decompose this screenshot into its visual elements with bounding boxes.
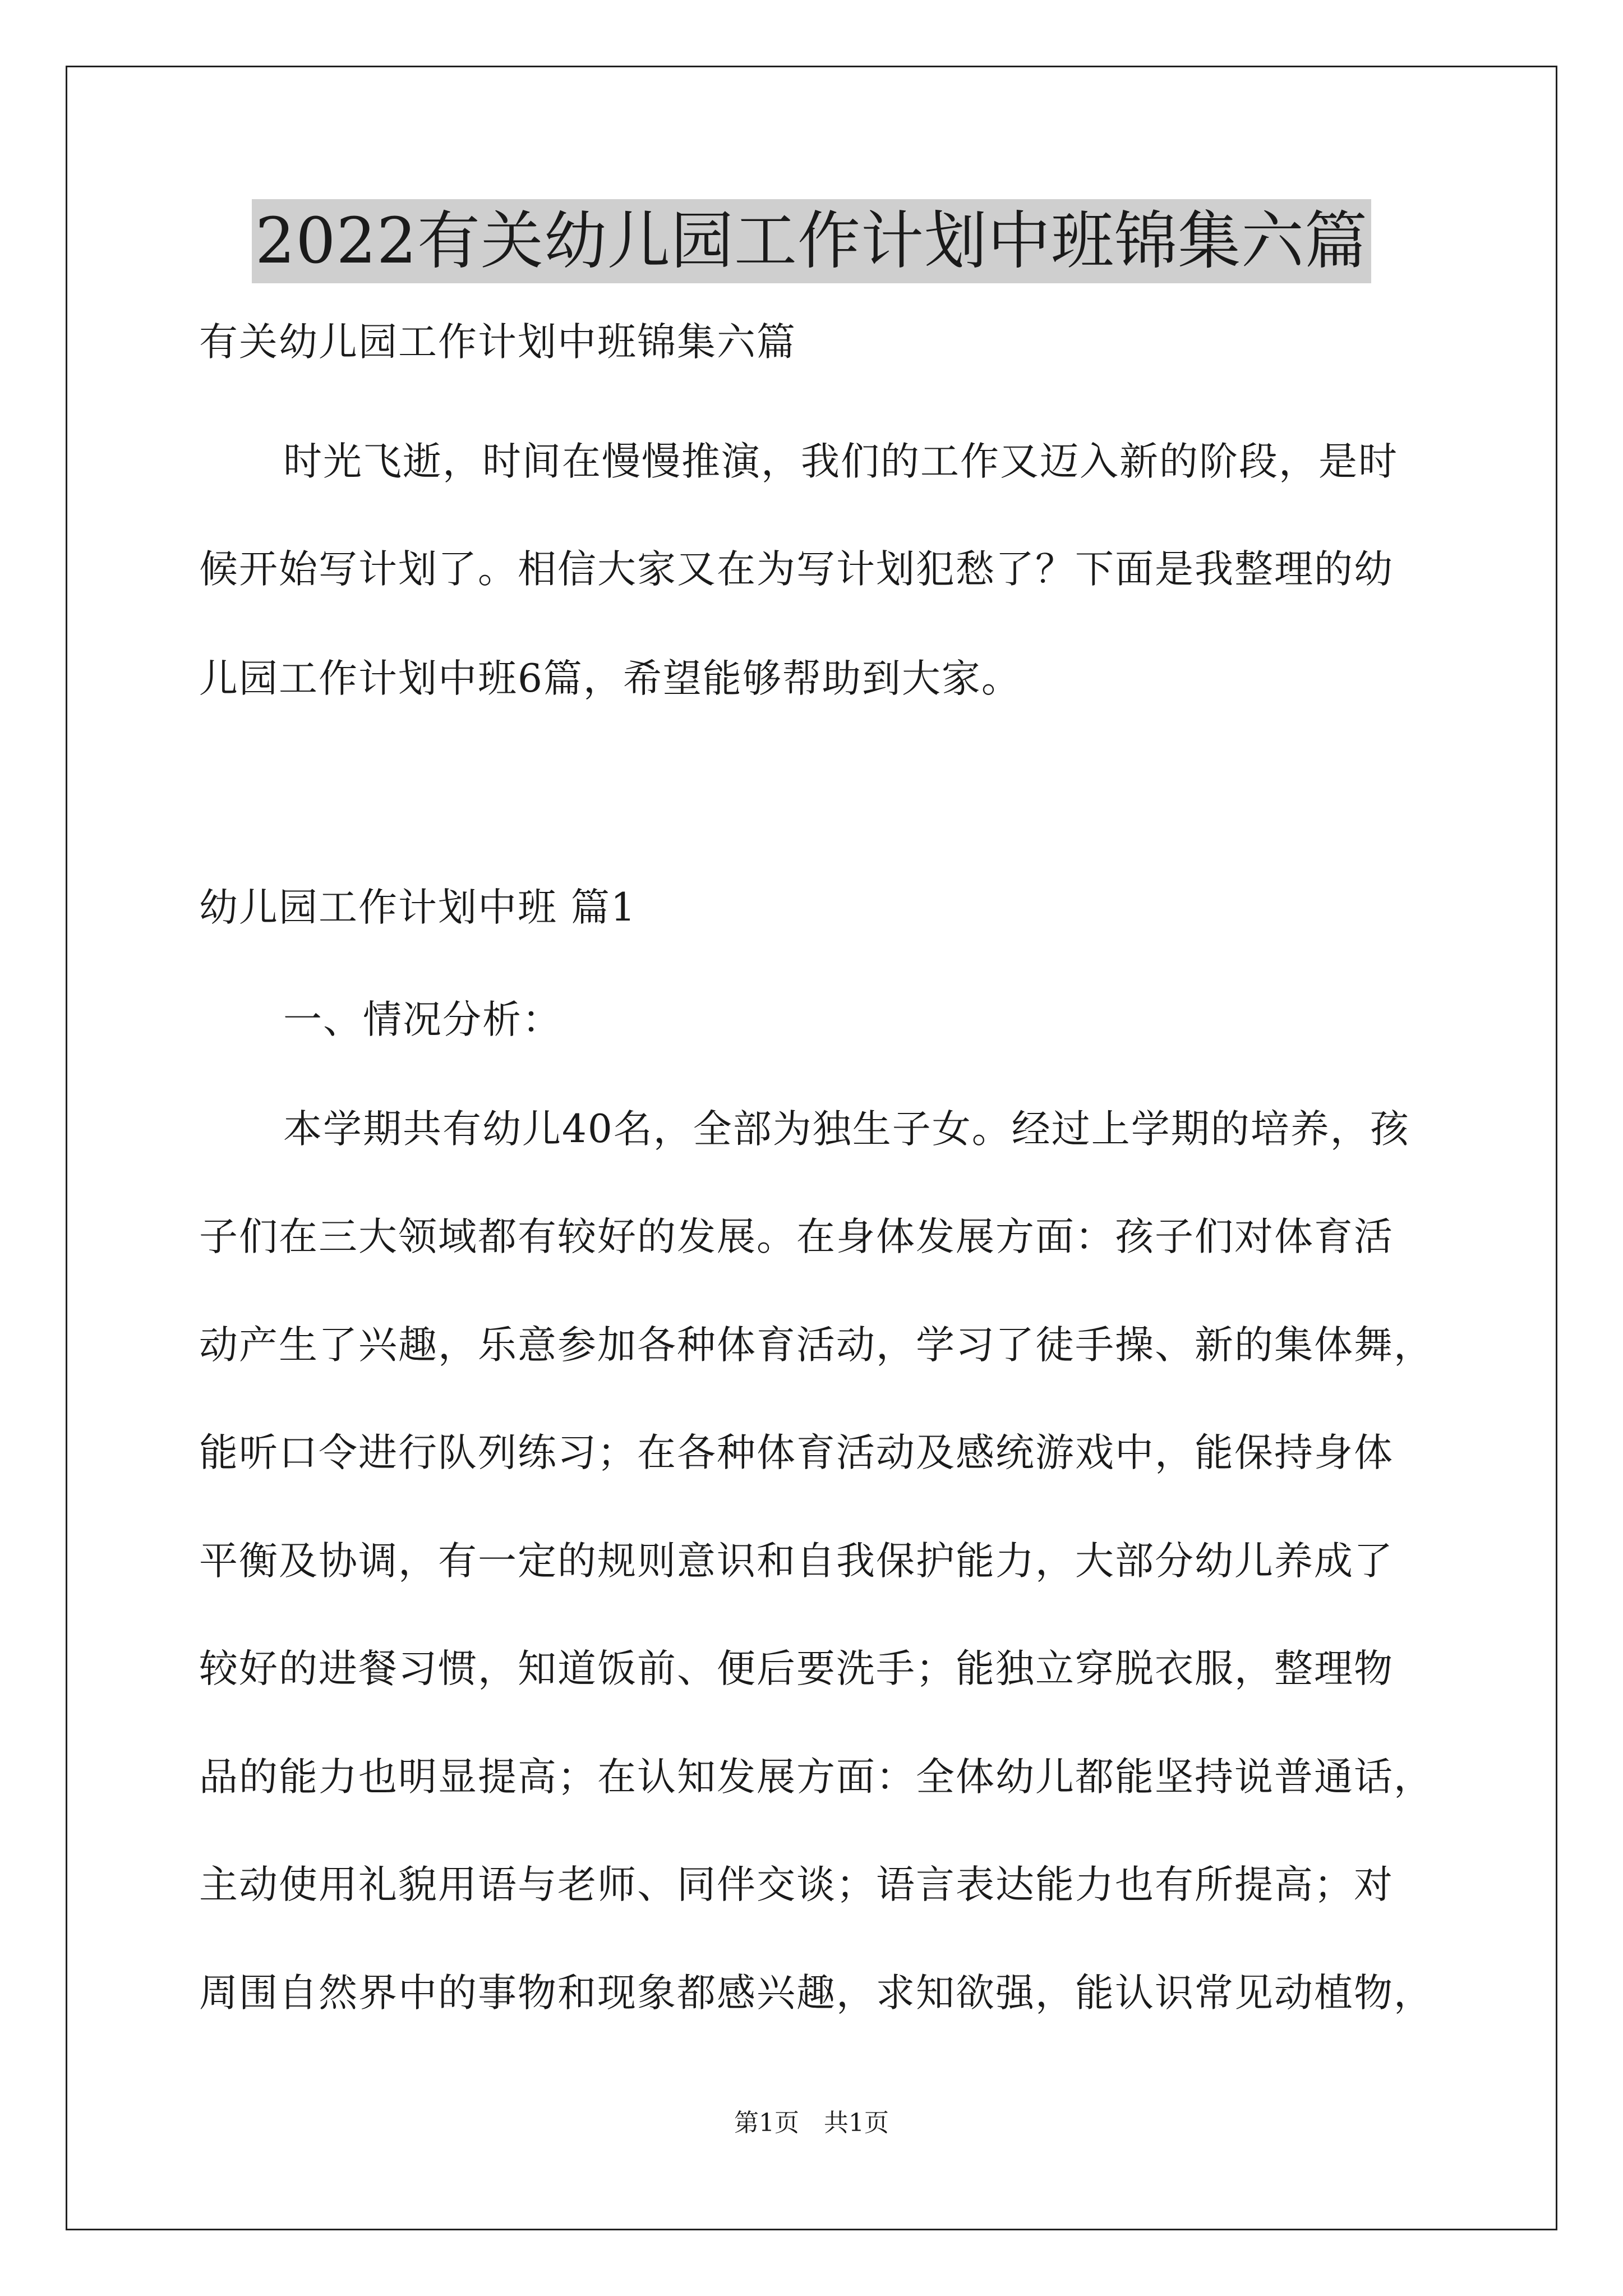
paragraph-line: 主动使用礼貌用语与老师、同伴交谈；语言表达能力也有所提高；对 (199, 1862, 1394, 1907)
paragraph-line: 候开始写计划了。相信大家又在为写计划犯愁了？下面是我整理的幼 (199, 547, 1394, 592)
subheading-line: 一、情况分析： (283, 997, 562, 1042)
paragraph-line: 动产生了兴趣，乐意参加各种体育活动，学习了徒手操、新的集体舞， (199, 1323, 1433, 1368)
paragraph-line: 周围自然界中的事物和现象都感兴趣，求知欲强，能认识常见动植物， (199, 1971, 1433, 2016)
section-heading: 幼儿园工作计划中班 篇1 (199, 885, 637, 930)
paragraph-line: 较好的进餐习惯，知道饭前、便后要洗手；能独立穿脱衣服，整理物 (199, 1646, 1394, 1691)
document-title: 2022有关幼儿园工作计划中班锦集六篇 (252, 199, 1371, 283)
page-footer: 第1页 共1页 (734, 2109, 889, 2137)
paragraph-line: 品的能力也明显提高；在认知发展方面：全体幼儿都能坚持说普通话， (199, 1755, 1433, 1800)
title-container (0, 199, 1623, 283)
paragraph-line: 平衡及协调，有一定的规则意识和自我保护能力，大部分幼儿养成了 (199, 1539, 1394, 1584)
paragraph-line: 能听口令进行队列练习；在各种体育活动及感统游戏中，能保持身体 (199, 1430, 1394, 1475)
paragraph-line: 本学期共有幼儿40名，全部为独生子女。经过上学期的培养，孩 (283, 1107, 1410, 1152)
paragraph-line: 儿园工作计划中班6篇，希望能够帮助到大家。 (199, 656, 1021, 701)
paragraph-line: 时光飞逝，时间在慢慢推演，我们的工作又迈入新的阶段，是时 (283, 439, 1398, 484)
paragraph-line: 子们在三大领域都有较好的发展。在身体发展方面：孩子们对体育活 (199, 1214, 1394, 1259)
subtitle-line: 有关幼儿园工作计划中班锦集六篇 (199, 320, 796, 365)
